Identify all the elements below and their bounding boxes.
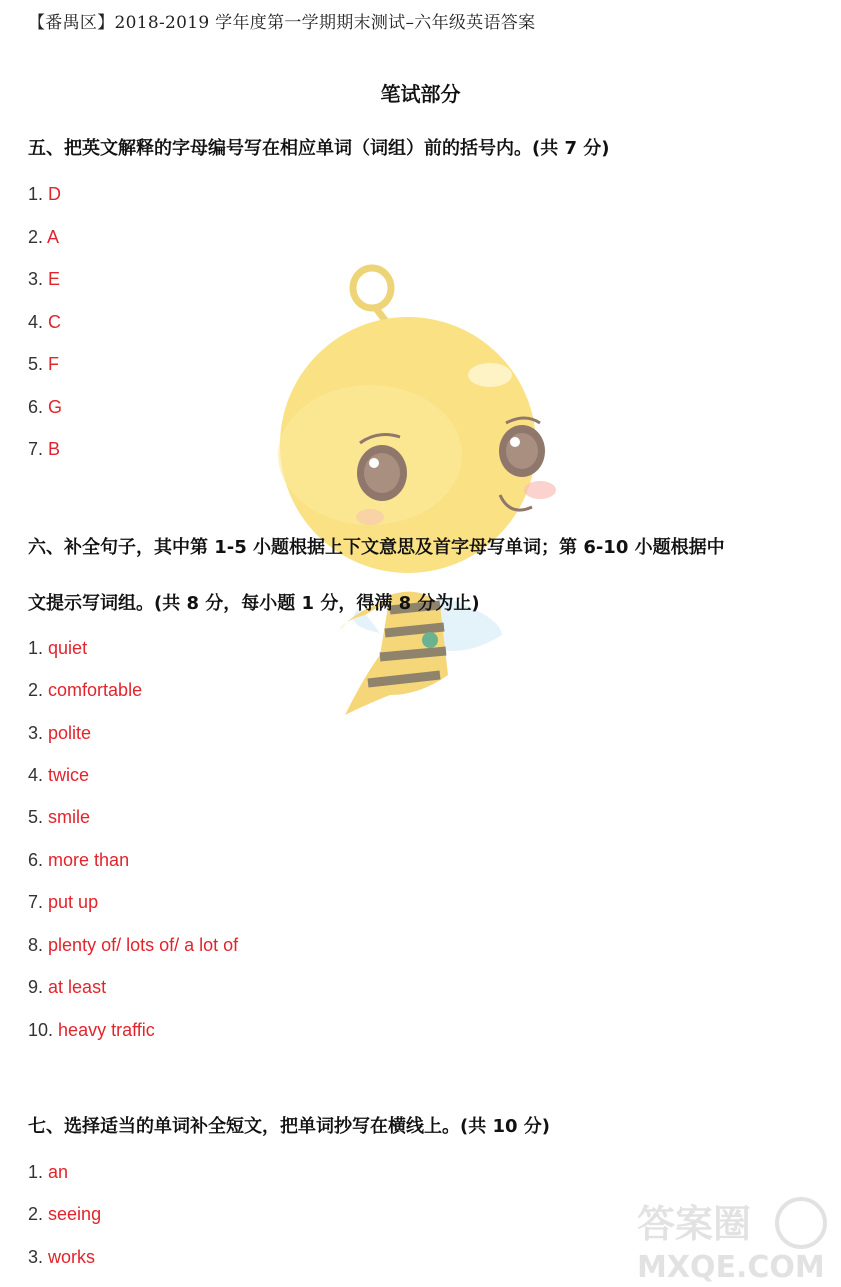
answer-number: 1. xyxy=(28,1162,44,1182)
answer-row xyxy=(28,184,61,205)
answer-value: works xyxy=(48,1247,96,1267)
answer-value: D xyxy=(48,184,62,204)
answer-value: B xyxy=(48,439,61,459)
answer-row xyxy=(28,723,91,744)
answer-value: polite xyxy=(48,723,92,743)
answer-number: 5. xyxy=(28,807,44,827)
answer-row xyxy=(28,354,59,375)
answer-row xyxy=(28,850,129,871)
answer-row xyxy=(28,1204,101,1225)
answer-row xyxy=(28,892,98,913)
answer-value: smile xyxy=(48,807,91,827)
answer-value: comfortable xyxy=(48,680,143,700)
answer-row xyxy=(28,1247,95,1268)
section-5-heading: 五、把英文解释的字母编号写在相应单词（词组）前的括号内。(共 7 分) xyxy=(28,138,610,159)
answer-row xyxy=(28,1020,155,1041)
answer-number: 3. xyxy=(28,1247,44,1267)
answer-number: 3. xyxy=(28,723,44,743)
answer-row xyxy=(28,269,60,290)
answer-number: 7. xyxy=(28,892,44,912)
section-6-heading: 六、补全句子，其中第 1-5 小题根据上下文意思及首字母写单词；第 6-10 小题根据中 xyxy=(28,537,725,558)
answer-row xyxy=(28,397,62,418)
answer-row xyxy=(28,680,142,701)
section-6-heading-cont: 文提示写词组。(共 8 分，每小题 1 分，得满 8 分为止) xyxy=(28,593,480,614)
answer-number: 7. xyxy=(28,439,44,459)
answer-value: twice xyxy=(48,765,90,785)
part-title: 笔试部分 xyxy=(380,82,461,106)
answer-number: 9. xyxy=(28,977,44,997)
answer-value: E xyxy=(48,269,61,289)
answer-number: 6. xyxy=(28,850,44,870)
answer-number: 2. xyxy=(28,227,44,247)
answer-row xyxy=(28,227,59,248)
document-header: 【番禺区】2018-2019 学年度第一学期期末测试–六年级英语答案 xyxy=(28,13,536,33)
answer-number: 3. xyxy=(28,269,44,289)
answer-row xyxy=(28,638,87,659)
answer-value: seeing xyxy=(48,1204,102,1224)
answer-value: an xyxy=(48,1162,69,1182)
answer-number: 2. xyxy=(28,680,44,700)
answer-value: A xyxy=(47,227,60,247)
answer-number: 6. xyxy=(28,397,44,417)
answer-row xyxy=(28,1162,68,1183)
answer-row xyxy=(28,935,238,956)
answer-number: 1. xyxy=(28,184,44,204)
watermark-line2: MXQE.COM xyxy=(637,1250,825,1285)
answer-row xyxy=(28,977,106,998)
answer-number: 5. xyxy=(28,354,44,374)
answer-value: more than xyxy=(48,850,130,870)
answer-value: at least xyxy=(48,977,107,997)
answer-value: plenty of/ lots of/ a lot of xyxy=(48,935,239,955)
answer-value: F xyxy=(48,354,60,374)
answer-value: put up xyxy=(48,892,99,912)
answer-number: 10. xyxy=(28,1020,54,1040)
watermark-line1: 答案圈 xyxy=(637,1202,752,1246)
answer-value: quiet xyxy=(48,638,88,658)
answer-number: 1. xyxy=(28,638,44,658)
answer-row xyxy=(28,312,61,333)
answer-row xyxy=(28,807,90,828)
section-7-heading: 七、选择适当的单词补全短文，把单词抄写在横线上。(共 10 分) xyxy=(28,1116,551,1137)
answer-value: C xyxy=(48,312,62,332)
answer-circle-logo xyxy=(631,1195,831,1285)
answer-row xyxy=(28,765,89,786)
answer-number: 8. xyxy=(28,935,44,955)
answer-number: 2. xyxy=(28,1204,44,1224)
answer-value: heavy traffic xyxy=(58,1020,155,1040)
answer-value: G xyxy=(48,397,63,417)
answer-number: 4. xyxy=(28,312,44,332)
answer-number: 4. xyxy=(28,765,44,785)
answer-row xyxy=(28,439,60,460)
bee-mascot-icon xyxy=(270,255,590,725)
